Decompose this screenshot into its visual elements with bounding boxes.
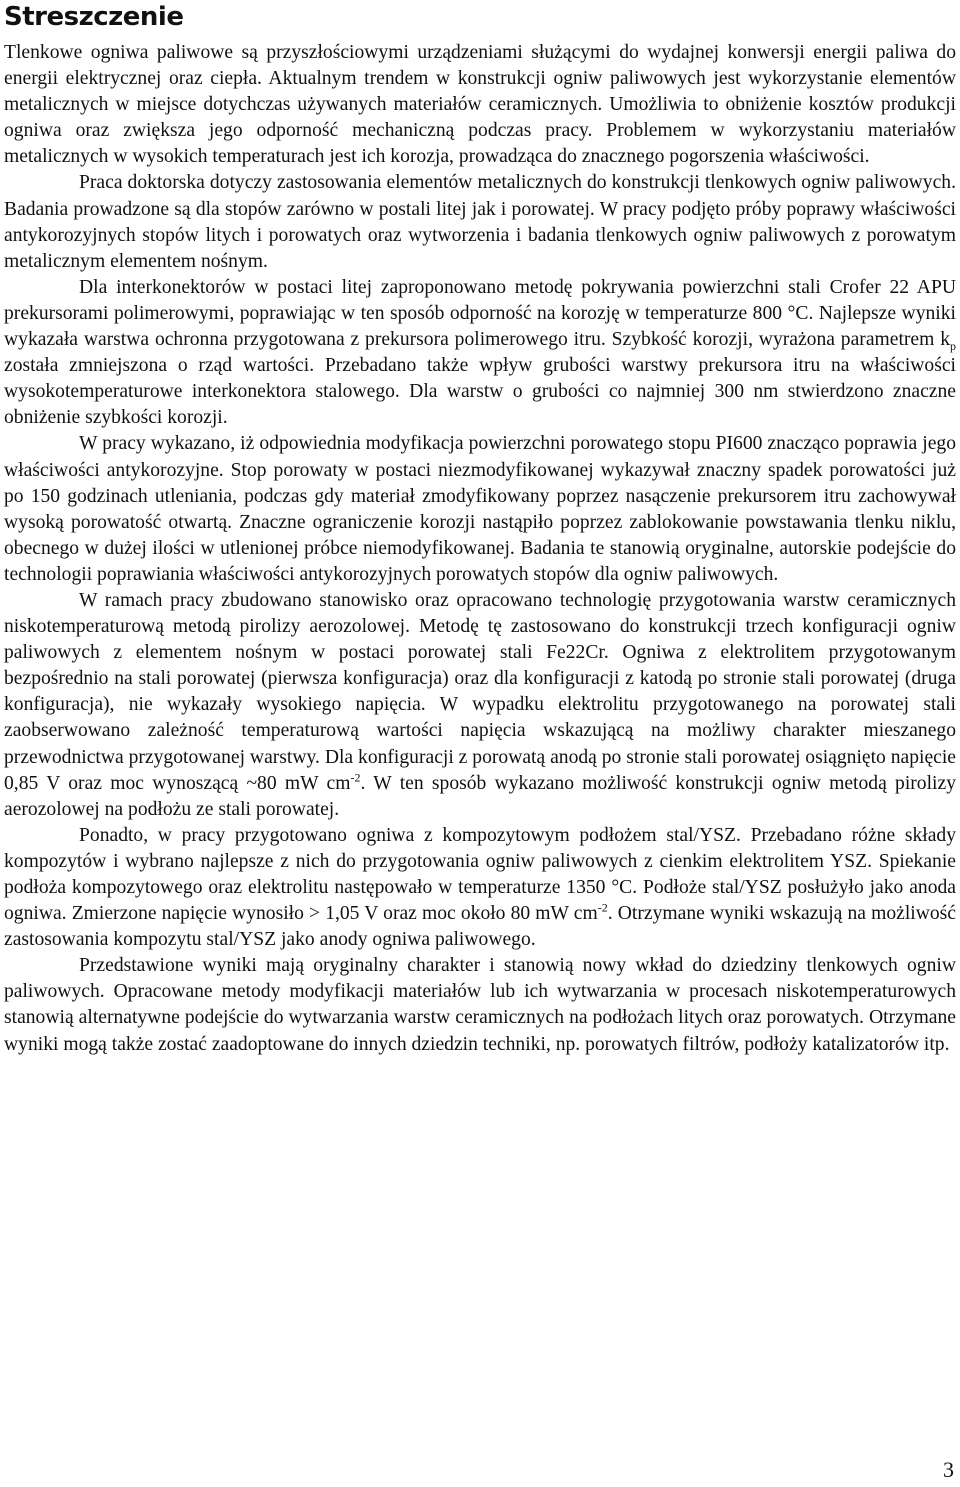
paragraph-4: W pracy wykazano, iż odpowiednia modyfikacja powierzchni porowatego stopu PI600 znacząco poprawia jego właściwości antykorozyjne. Stop porowaty w postaci niezmodyfikowanej wykazywał znaczny spadek porowatości już po 150 godzinach utleniania, podczas gdy materiał zmodyfikowany poprzez nasączenie prekursorem itru zachowywał wysoką porowatość otwartą. Znaczne ograniczenie korozji nastąpiło poprzez zablokowanie powstawania tlenku niklu, obecnego w dużej ilości w utlenionej próbce niemodyfikowanej. Badania te stanowią oryginalne, autorskie podejście do technologii poprawiania właściwości antykorozyjnych porowatych stopów dla ogniw paliwowych. xyxy=(4,433,956,585)
paragraph-3-text-b: została zmniejszona o rząd wartości. Przebadano także wpływ grubości warstwy prekursora itru na właściwości wysokotemperaturowe interkonektora stalowego. Dla warstw o grubości co najmniej 300 nm stwierdzono znaczne obniżenie szybkości korozji. xyxy=(4,355,956,429)
paragraph-6-text-b: . Otrzymane wyniki wskazują na możliwość zastosowania kompozytu stal/YSZ jako anody ogniwa paliwowego. xyxy=(4,903,956,951)
paragraph-5-text-b: . W ten sposób wykazano możliwość konstrukcji ogniw metodą pirolizy aerozolowej na podłożu ze stali porowatej. xyxy=(4,772,956,820)
superscript-minus-2: -2 xyxy=(350,770,361,785)
paragraph-6 xyxy=(4,823,956,953)
paragraph-3-text-a: Dla interkonektorów w postaci litej zaproponowano metodę pokrywania powierzchni stali Crofer 22 APU prekursorami polimerowymi, poprawiając w ten sposób odporność na korozję w temperaturze 800 °C. Najlepsze wyniki wykazała warstwa ochronna przygotowana z prekursora polimerowego itru. Szybkość korozji, wyrażona parametrem k xyxy=(4,276,956,351)
paragraph-6-text-a: Ponadto, w pracy przygotowano ogniwa z kompozytowym podłożem stal/YSZ. Przebadano różne składy kompozytów i wybrano najlepsze z nich do przygotowania ogniw paliwowych z cienkim elektrolitem YSZ. Spiekanie podłoża kompozytowego oraz elektrolitu następowało w temperaturze 1350 °C. Podłoże stal/YSZ posłużyło jako anoda ogniwa. Zmierzone napięcie wynosiło > 1,05 V oraz moc około 80 mW cm xyxy=(4,824,956,925)
paragraph-2: Praca doktorska dotyczy zastosowania elementów metalicznych do konstrukcji tlenkowych ogniw paliwowych. Badania prowadzone są dla stopów zarówno w postali litej jak i porowatej. W pracy podjęto próby poprawy właściwości antykorozyjnych stopów litych i porowatych oraz wytworzenia i badania tlenkowych ogniw paliwowych z porowatym metalicznym elementem nośnym. xyxy=(4,172,956,272)
paragraph-5-text-a: W ramach pracy zbudowano stanowisko oraz opracowano technologię przygotowania warstw ceramicznych niskotemperaturową metodą pirolizy aerozolowej. Metodę tę zastosowano do konstrukcji trzech konfiguracji ogniw paliwowych z elementem nośnym w postaci porowatej stali Fe22Cr. Ogniwa z elektrolitem przygotowanym bezpośrednio na stali porowatej (pierwsza konfiguracja) oraz dla konfiguracji z katodą po stronie stali porowatej (druga konfiguracja), nie wykazały wysokiego napięcia. W wypadku elektrolitu przygotowanego na porowatej stali zaobserwowano zależność temperaturową wartości napięcia wskazującą na możliwy charakter mieszanego przewodnictwa przygotowanej warstwy. Dla konfiguracji z porowatą anodą po stronie stali porowatej osiągnięto napięcie 0,85 V oraz moc wynoszącą ~80 mW cm xyxy=(4,589,956,794)
paragraph-7: Przedstawione wyniki mają oryginalny charakter i stanowią nowy wkład do dziedziny tlenkowych ogniw paliwowych. Opracowane metody modyfikacji materiałów lub ich wytwarzania w procesach niskotemperaturowych stanowią alternatywne podejście do wytwarzania warstw ceramicznych na podłożach litych oraz porowatych. Otrzymane wyniki mogą także zostać zaadoptowane do innych dziedzin techniki, np. porowatych filtrów, podłoży katalizatorów itp. xyxy=(4,955,956,1055)
document-body xyxy=(4,40,956,1058)
paragraph-5 xyxy=(4,588,956,823)
page-title: Streszczenie xyxy=(4,2,184,32)
subscript-p: p xyxy=(950,338,956,353)
paragraph-3 xyxy=(4,275,956,432)
paragraph-1: Tlenkowe ogniwa paliwowe są przyszłościowymi urządzeniami służącymi do wydajnej konwersji energii paliwa do energii elektrycznej oraz ciepła. Aktualnym trendem w konstrukcji ogniw paliwowych jest wykorzystanie elementów metalicznych w miejsce dotychczas używanych materiałów ceramicznych. Umożliwia to obniżenie kosztów produkcji ogniwa oraz zwiększa jego odporność mechaniczną podczas pracy. Problemem w wykorzystaniu materiałów metalicznych w wysokich temperaturach jest ich korozja, prowadząca do znacznego pogorszenia właściwości. xyxy=(4,42,956,168)
document-page xyxy=(4,0,956,1487)
page-number: 3 xyxy=(943,1457,954,1482)
superscript-minus-2: -2 xyxy=(597,900,608,915)
